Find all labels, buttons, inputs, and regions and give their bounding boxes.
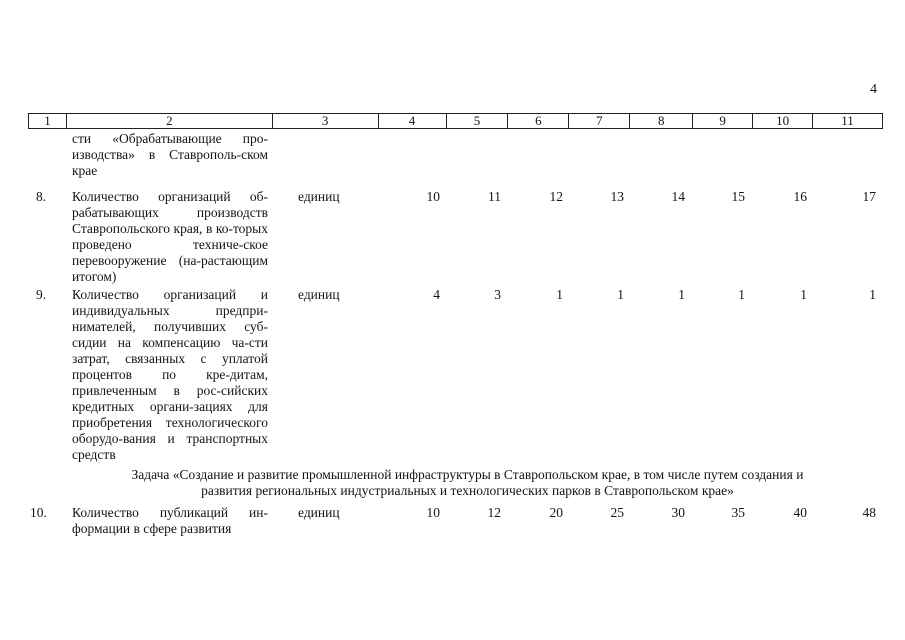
value-cell: 17 (862, 189, 876, 204)
table-row (0, 505, 905, 537)
header-cell: 7 (569, 114, 630, 128)
header-cell: 6 (508, 114, 569, 128)
table-row (0, 189, 905, 285)
indicator-name: Количество организаций и индивидуальных предпри-нимателей, получивших суб-сидии на компенсацию ча-сти затрат, связанных с уплатой процентов по кре-дитам, привлеченным в рос-сийских кредитных органи-зациях для приобретения технологического оборудо-вания и транспортных средств (72, 287, 268, 462)
value-cell: 30 (671, 505, 685, 520)
header-cell: 1 (29, 114, 67, 128)
unit-cell: единиц (298, 287, 340, 302)
value-cell: 12 (549, 189, 563, 204)
value-cell: 35 (731, 505, 745, 520)
indicator-name: Количество организаций об-рабатывающих производств Ставропольского края, в ко-торых проведено техниче-ское перевооружение (на-растающим итогом) (72, 189, 268, 284)
value-cell: 25 (610, 505, 624, 520)
page-number: 4 (870, 82, 877, 97)
task-heading-line: Задача «Создание и развитие промышленной инфраструктуры в Ставропольском крае, в том числе путем создания и (131, 467, 804, 482)
table-header-row (28, 113, 883, 129)
value-cell: 1 (617, 287, 624, 302)
header-cell: 5 (447, 114, 509, 128)
value-cell: 11 (488, 189, 501, 204)
value-cell: 40 (793, 505, 807, 520)
indicator-name: сти «Обрабатывающие про-изводства» в Ставрополь-ском крае (72, 131, 268, 178)
value-cell: 16 (793, 189, 807, 204)
value-cell: 48 (862, 505, 876, 520)
table-row (0, 131, 905, 179)
header-cell: 10 (753, 114, 813, 128)
value-cell: 14 (671, 189, 685, 204)
row-number (0, 131, 72, 179)
header-cell: 4 (379, 114, 447, 128)
header-cell: 3 (273, 114, 379, 128)
task-heading (0, 467, 905, 499)
table-row (0, 287, 905, 463)
value-cell: 15 (731, 189, 745, 204)
value-cell: 12 (487, 505, 501, 520)
unit-cell: единиц (298, 189, 340, 204)
header-cell: 9 (693, 114, 753, 128)
value-cell: 1 (556, 287, 563, 302)
value-cell: 10 (426, 189, 440, 204)
indicator-name: Количество публикаций ин-формации в сфере развития (72, 505, 268, 536)
value-cell: 1 (800, 287, 807, 302)
value-cell: 1 (678, 287, 685, 302)
row-number: 10. (30, 505, 47, 520)
value-cell: 4 (433, 287, 440, 302)
value-cell: 1 (869, 287, 876, 302)
value-cell: 20 (549, 505, 563, 520)
row-number: 8. (36, 189, 47, 204)
header-cell: 2 (67, 114, 273, 128)
row-number: 9. (36, 287, 47, 302)
task-heading-line: развития региональных индустриальных и технологических парков в Ставропольском крае» (201, 483, 734, 498)
value-cell: 3 (494, 287, 501, 302)
value-cell: 10 (426, 505, 440, 520)
header-cell: 11 (841, 113, 854, 128)
table-body (0, 129, 905, 537)
unit-cell: единиц (298, 505, 340, 520)
header-cell: 8 (630, 114, 693, 128)
value-cell: 13 (610, 189, 624, 204)
value-cell: 1 (738, 287, 745, 302)
